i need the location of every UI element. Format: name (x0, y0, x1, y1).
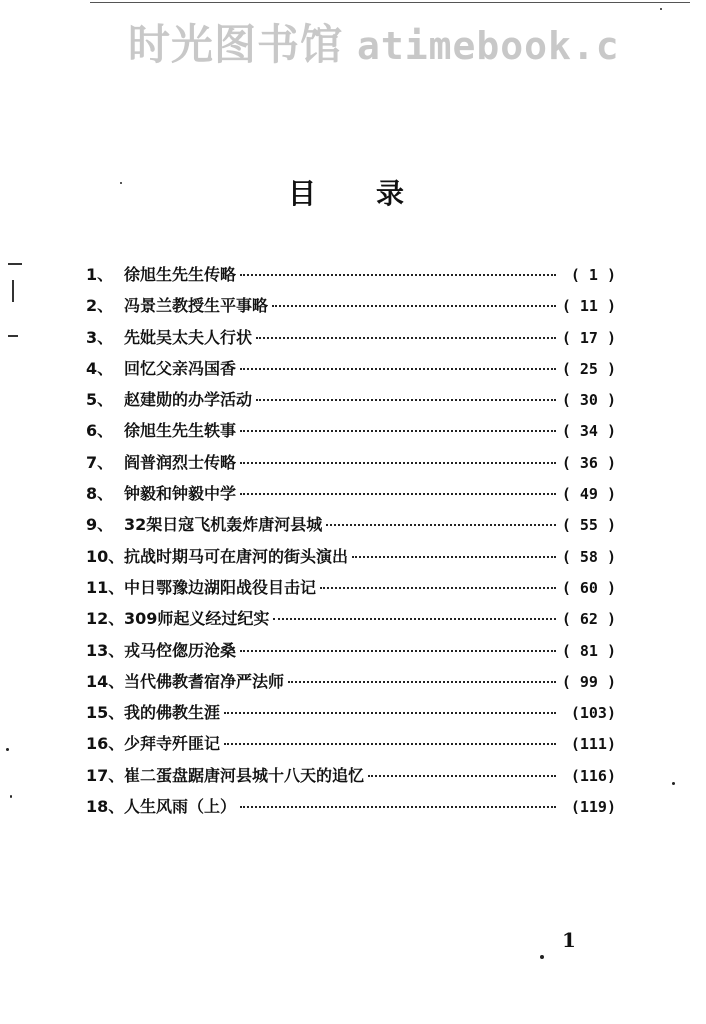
toc-entry-number: 13、 (86, 640, 125, 660)
toc-entry-number: 12、 (86, 609, 125, 629)
toc-entry-number: 1、 (86, 265, 114, 284)
toc-dot-leader (224, 712, 556, 714)
toc-entry-title: 当代佛教耆宿净严法师 (124, 671, 285, 691)
toc-dot-leader (320, 587, 556, 589)
scan-speck (6, 748, 9, 751)
toc-dot-leader (256, 399, 556, 401)
scan-speck (10, 795, 12, 798)
toc-dot-leader (240, 806, 556, 808)
toc-entry-page: (111) (570, 735, 616, 754)
toc-entry-number: 10、 (86, 546, 125, 566)
toc-dot-leader (352, 556, 556, 558)
margin-mark (8, 263, 22, 265)
toc-entry-title: 戎马倥偬历沧桑 (124, 640, 237, 660)
toc-entry-number: 11、 (86, 577, 125, 597)
toc-entry-number: 18、 (86, 797, 125, 817)
toc-dot-leader (256, 337, 556, 339)
toc-entry-title: 徐旭生先生传略 (124, 265, 237, 284)
toc-entry-title: 徐旭生先生轶事 (124, 421, 237, 441)
watermark (128, 12, 620, 72)
margin-mark (12, 280, 14, 302)
toc-entry (86, 731, 616, 762)
toc-entry (86, 325, 616, 356)
margin-mark (8, 335, 18, 337)
scan-speck (660, 8, 662, 10)
toc-entry (86, 356, 616, 387)
toc-entry-page: (116) (570, 766, 616, 785)
toc-entry-number: 6、 (86, 421, 114, 441)
page-title: 目录 (288, 177, 465, 210)
toc-entry-title: 少拜寺歼匪记 (124, 734, 221, 754)
toc-entry-number: 8、 (86, 484, 114, 504)
toc-entry-page: ( 1 ) (570, 266, 616, 284)
toc-entry-page: ( 81 ) (561, 641, 616, 660)
toc-entry-page: ( 17 ) (561, 328, 616, 347)
toc-dot-leader (240, 462, 556, 464)
toc-entry (86, 575, 616, 606)
toc-entry-title: 先妣吴太夫人行状 (124, 327, 253, 347)
toc-dot-leader (224, 743, 556, 745)
toc-entry-title: 我的佛教生涯 (124, 703, 221, 723)
toc-entry-number: 14、 (86, 671, 125, 691)
toc-entry (86, 669, 616, 700)
toc-entry-number: 3、 (86, 327, 114, 347)
scan-speck (540, 955, 544, 959)
toc-entry-page: (103) (570, 704, 616, 723)
toc-entry-page: ( 34 ) (561, 422, 616, 441)
toc-entry (86, 794, 616, 825)
toc-entry-title: 309师起义经过纪实 (124, 609, 270, 629)
toc-entry (86, 387, 616, 418)
toc-entry-title: 人生风雨（上） (124, 797, 237, 817)
toc-entry (86, 606, 616, 637)
toc-entry (86, 293, 616, 324)
toc-entry-title: 回忆父亲冯国香 (124, 358, 237, 378)
toc-entry (86, 450, 616, 481)
top-rule (90, 2, 690, 3)
toc-entry-page: ( 58 ) (561, 547, 616, 566)
toc-entry-page: (119) (570, 798, 616, 817)
toc-entry (86, 481, 616, 512)
toc-entry-number: 9、 (86, 515, 114, 535)
toc-entry-number: 2、 (86, 296, 114, 316)
watermark-en: atimebook.c (357, 24, 620, 68)
toc-entry (86, 700, 616, 731)
toc-entry-title: 冯景兰教授生平事略 (124, 296, 269, 316)
toc-entry-page: ( 25 ) (561, 359, 616, 378)
watermark-cn: 时光图书馆 (128, 20, 344, 69)
toc-entry-number: 15、 (86, 703, 125, 723)
toc-dot-leader (272, 305, 556, 307)
toc-entry-number: 16、 (86, 734, 125, 754)
toc-dot-leader (288, 681, 556, 683)
toc-dot-leader (240, 650, 556, 652)
toc-dot-leader (240, 368, 556, 370)
scan-speck (672, 782, 675, 785)
toc-entry-number: 17、 (86, 765, 125, 785)
toc-entry-title: 阎普润烈士传略 (124, 452, 237, 472)
toc-entry-page: ( 49 ) (561, 485, 616, 504)
toc-dot-leader (273, 618, 556, 620)
toc-entry (86, 638, 616, 669)
toc-entry-page: ( 30 ) (561, 391, 616, 410)
toc-dot-leader (240, 430, 556, 432)
toc-entry-page: ( 62 ) (561, 610, 616, 629)
toc-entry-number: 7、 (86, 452, 114, 472)
toc-entry-page: ( 55 ) (561, 516, 616, 535)
toc-entry (86, 763, 616, 794)
toc-entry-page: ( 99 ) (561, 672, 616, 691)
toc-dot-leader (326, 524, 556, 526)
toc-entry (86, 544, 616, 575)
toc-dot-leader (240, 274, 556, 276)
toc-entry-title: 中日鄂豫边湖阳战役目击记 (124, 577, 317, 597)
toc-entry-title: 崔二蛋盘踞唐河县城十八天的追忆 (124, 765, 365, 785)
toc-entry-page: ( 36 ) (561, 453, 616, 472)
toc-entry-page: ( 60 ) (561, 578, 616, 597)
toc-entry (86, 512, 616, 543)
toc-entry-number: 4、 (86, 358, 114, 378)
toc-entry-title: 钟毅和钟毅中学 (124, 484, 237, 504)
page-number: 1 (562, 928, 576, 952)
toc-dot-leader (240, 493, 556, 495)
toc-entry-number: 5、 (86, 390, 114, 410)
toc-entry-page: ( 11 ) (561, 297, 616, 316)
toc-entry-title: 抗战时期马可在唐河的街头演出 (124, 546, 349, 566)
toc-entry-title: 32架日寇飞机轰炸唐河县城 (124, 515, 323, 535)
toc-entry (86, 262, 616, 293)
toc-entry-title: 赵建勋的办学活动 (124, 390, 253, 410)
table-of-contents (86, 262, 616, 825)
toc-dot-leader (368, 775, 556, 777)
scan-speck (120, 182, 122, 184)
toc-entry (86, 418, 616, 449)
